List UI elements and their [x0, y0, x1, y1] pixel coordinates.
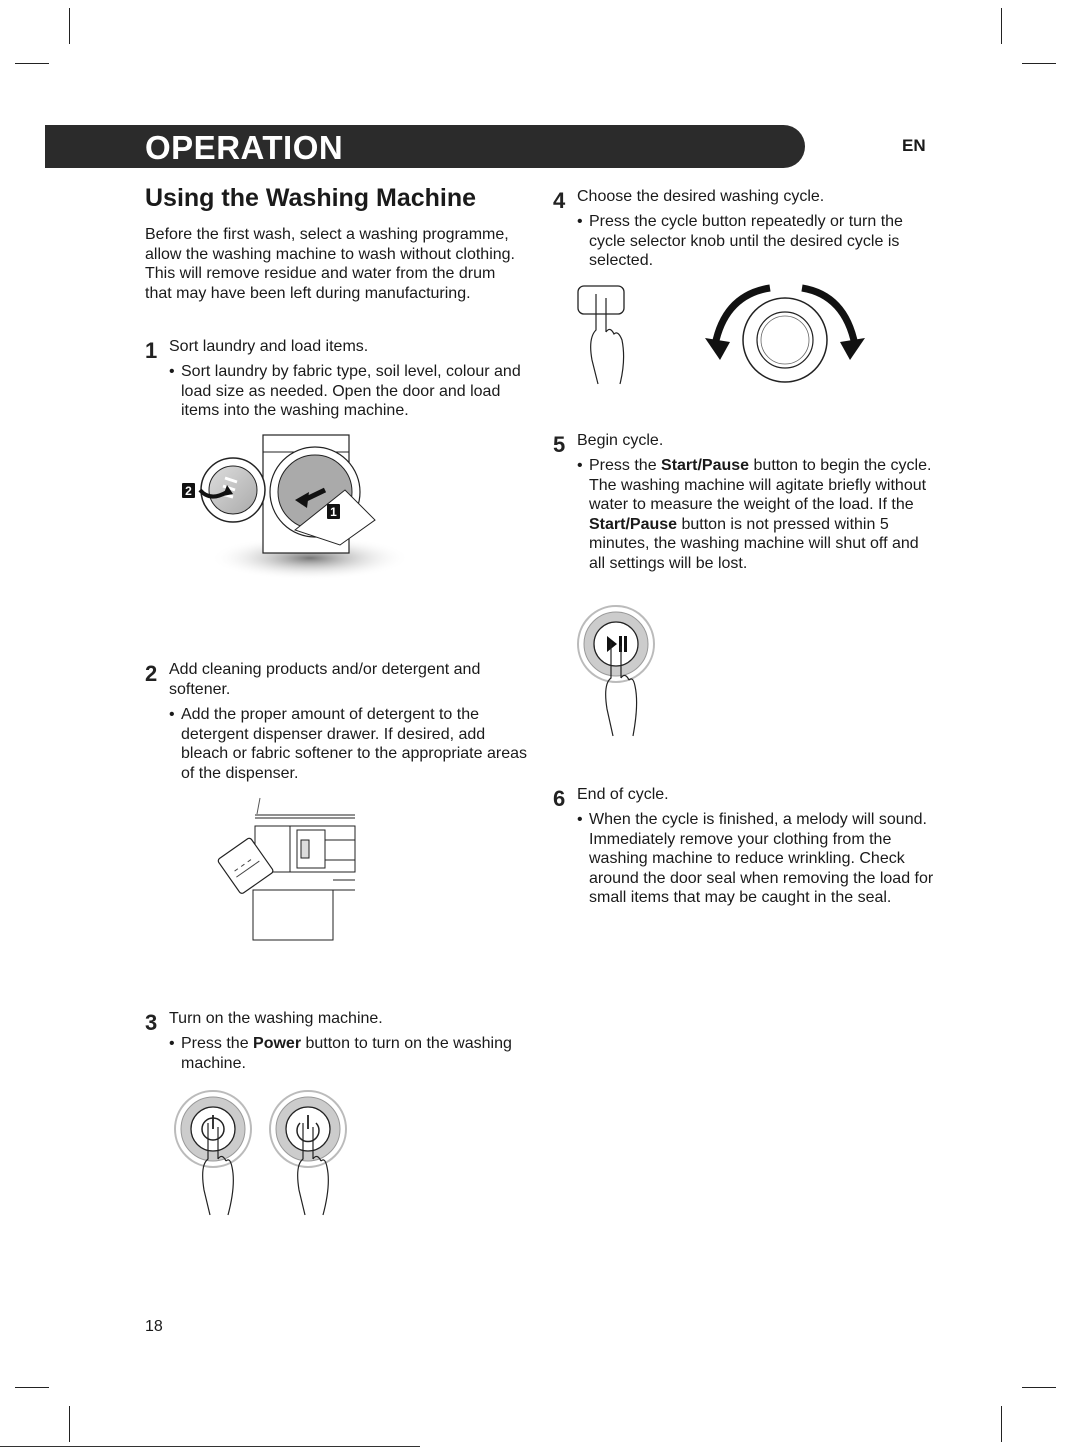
step-number: 6	[553, 786, 566, 811]
crop-mark	[69, 8, 70, 44]
bullet-text: Press the	[181, 1035, 254, 1052]
power-icon	[270, 1091, 346, 1215]
bullet-bold: Start/Pause	[589, 515, 678, 533]
cycle-button-icon	[578, 286, 624, 384]
crop-mark	[1022, 63, 1056, 64]
step-bullet	[169, 362, 531, 421]
step-bullet	[577, 212, 919, 271]
bullet-text: Add the proper amount of detergent to the detergent dispenser drawer. If desired, add bleach or fabric softener to the appropriate areas of the dispenser.	[181, 706, 527, 782]
callout-1: 1	[330, 505, 337, 519]
power-icon	[175, 1091, 251, 1215]
step-bullet	[169, 1034, 531, 1073]
crop-mark	[1001, 1406, 1002, 1442]
detergent-drawer-illustration	[215, 790, 360, 945]
intro-text: Before the first wash, select a washing programme, allow the washing machine to wash without clothing. This will remove residue and water from the drum that may have been left during manufacturing.	[145, 226, 515, 302]
step-title: Sort laundry and load items.	[169, 338, 369, 355]
step-bullet	[169, 705, 531, 783]
section-title: Using the Washing Machine	[145, 184, 477, 212]
page-number: 18	[145, 1318, 163, 1335]
start-pause-illustration	[573, 604, 663, 744]
step-bullet	[577, 456, 934, 574]
crop-mark	[15, 63, 49, 64]
language-label: EN	[902, 136, 926, 155]
bullet-text: Press the	[589, 457, 662, 474]
crop-mark	[1001, 8, 1002, 44]
footer-rule	[0, 1446, 420, 1447]
step-number: 4	[553, 188, 566, 213]
bullet-dot: •	[577, 457, 583, 474]
step-title: Turn on the washing machine.	[169, 1010, 383, 1027]
callout-2: 2	[185, 484, 192, 498]
step-title: Choose the desired washing cycle.	[577, 188, 825, 205]
bullet-text: button is not pressed within 5 minutes, the washing machine will shut off and all settings will be lost.	[589, 515, 919, 572]
step-title: End of cycle.	[577, 786, 669, 803]
step-title: Add cleaning products and/or detergent and softener.	[169, 661, 481, 698]
cycle-knob-icon	[705, 288, 865, 382]
bullet-text: Sort laundry by fabric type, soil level, colour and load size as needed. Open the door and load items into the washing machine.	[181, 363, 521, 420]
crop-mark	[1022, 1387, 1056, 1388]
bullet-dot: •	[577, 213, 583, 230]
step-title: Begin cycle.	[577, 432, 664, 449]
step-number: 1	[145, 338, 158, 363]
bullet-text: Press the cycle button repeatedly or turn the cycle selector knob until the desired cycle is selected.	[589, 213, 903, 270]
bullet-text: When the cycle is finished, a melody will sound. Immediately remove your clothing from the washing machine to reduce wrinkling. Check around the door seal when removing the load for small items that may be caught in the seal.	[589, 811, 934, 907]
bullet-dot: •	[169, 363, 175, 380]
page-title: OPERATION	[145, 129, 344, 166]
crop-mark	[69, 1406, 70, 1442]
bullet-bold: Power	[253, 1035, 302, 1052]
bullet-text: button to begin the cycle. The washing machine will agitate briefly without water to measure the weight of the load. If the	[589, 457, 932, 514]
bullet-text: button to turn on the washing machine.	[181, 1035, 512, 1072]
load-laundry-illustration	[175, 430, 415, 590]
step-number: 2	[145, 661, 158, 686]
crop-mark	[15, 1387, 49, 1388]
step-number: 5	[553, 432, 566, 457]
bullet-dot: •	[577, 811, 583, 828]
bullet-dot: •	[169, 1035, 175, 1052]
power-button-illustration	[170, 1085, 355, 1225]
step-bullet	[577, 810, 939, 908]
bullet-bold: Start/Pause	[661, 457, 750, 474]
cycle-selection-illustration	[570, 280, 870, 395]
bullet-dot: •	[169, 706, 175, 723]
step-number: 3	[145, 1010, 158, 1035]
start-pause-icon	[578, 606, 654, 736]
